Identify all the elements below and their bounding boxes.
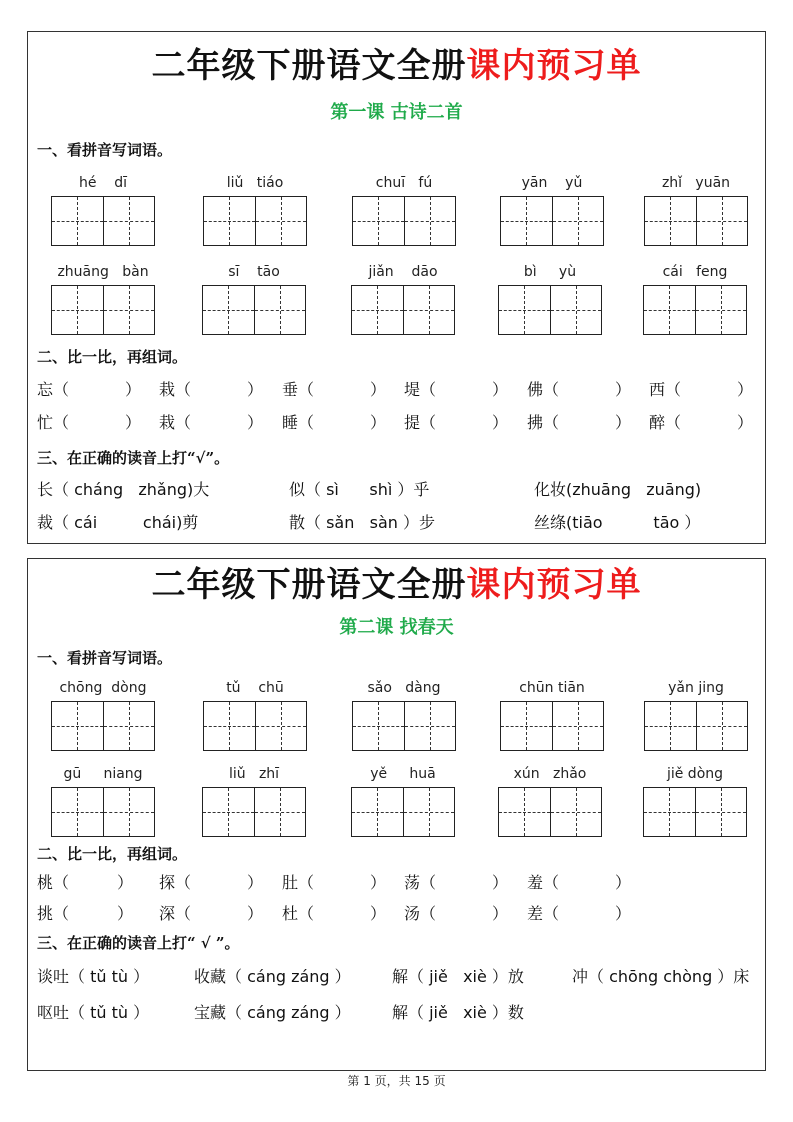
writing-grid[interactable] <box>202 285 306 335</box>
grid-cell[interactable] <box>645 702 696 750</box>
grid-cell[interactable] <box>644 788 695 836</box>
compare-item[interactable]: 忘（ <box>37 380 70 399</box>
writing-grid[interactable] <box>51 701 155 751</box>
reading-item[interactable]: 谈吐（ tǔ tù ） <box>37 967 150 986</box>
compare-item[interactable]: 肚（ <box>282 873 315 892</box>
pinyin-label: yān yǔ <box>521 175 583 191</box>
grid-cell[interactable] <box>103 788 155 836</box>
writing-grid[interactable] <box>351 285 455 335</box>
pinyin-label: zhuāng bàn <box>57 264 149 280</box>
writing-grid[interactable] <box>643 787 747 837</box>
grid-cell[interactable] <box>204 702 255 750</box>
grid-cell[interactable] <box>696 197 748 245</box>
title-black-part: 二年级下册语文全册 <box>151 565 467 605</box>
paren-close: ） <box>370 904 387 923</box>
reading-item[interactable]: 散（ sǎn sàn ）步 <box>289 513 435 532</box>
compare-item[interactable]: 忙（ <box>37 413 70 432</box>
grid-cell[interactable] <box>52 286 103 334</box>
grid-cell[interactable] <box>353 197 404 245</box>
pinyin-label: yǎn jing <box>668 680 724 696</box>
grid-cell[interactable] <box>353 702 404 750</box>
reading-row <box>37 511 757 535</box>
grid-cell[interactable] <box>352 286 403 334</box>
grid-cell[interactable] <box>644 286 695 334</box>
writing-grid[interactable] <box>644 701 748 751</box>
reading-row <box>37 478 757 502</box>
paren-close: ） <box>370 873 387 892</box>
reading-item[interactable]: 似（ sì shì ）乎 <box>289 480 430 499</box>
grid-cell[interactable] <box>254 286 306 334</box>
reading-item[interactable]: 解（ jiě xiè ）数 <box>392 1003 524 1022</box>
compare-item[interactable]: 差（ <box>527 904 560 923</box>
compare-item[interactable]: 栽（ <box>159 413 192 432</box>
pinyin-label: zhǐ yuān <box>661 175 731 191</box>
paren-close: ） <box>492 873 509 892</box>
paren-close: ） <box>117 904 134 923</box>
pinyin-label: chuī fú <box>375 175 433 191</box>
lesson-2-panel <box>27 558 766 1071</box>
grid-cell[interactable] <box>695 788 747 836</box>
pinyin-label: gū niang <box>63 766 143 782</box>
grid-cell[interactable] <box>204 197 255 245</box>
grid-cell[interactable] <box>255 197 307 245</box>
title-black-part: 二年级下册语文全册 <box>151 46 467 86</box>
compare-row <box>37 872 757 894</box>
grid-cell[interactable] <box>550 286 602 334</box>
pinyin-label: xún zhǎo <box>513 766 587 782</box>
compare-item[interactable]: 醉（ <box>649 413 682 432</box>
compare-item[interactable]: 佛（ <box>527 380 560 399</box>
worksheet-title <box>28 46 765 86</box>
reading-item[interactable]: 丝绦(tiāo tāo ） <box>534 513 701 532</box>
paren-close: ） <box>492 413 509 432</box>
pinyin-label: liǔ tiáo <box>226 175 284 191</box>
grid-cell[interactable] <box>645 197 696 245</box>
compare-item[interactable]: 羞（ <box>527 873 560 892</box>
grid-cell[interactable] <box>352 788 403 836</box>
grid-cell[interactable] <box>254 788 306 836</box>
grid-cell[interactable] <box>203 286 254 334</box>
writing-grid[interactable] <box>498 787 602 837</box>
section-reading-heading: 三、在正确的读音上打“ √ ”。 <box>37 934 240 952</box>
writing-grid[interactable] <box>203 196 307 246</box>
paren-close: ） <box>125 380 142 399</box>
writing-grid[interactable] <box>500 701 604 751</box>
reading-item[interactable]: 化妆(zhuāng zuāng) <box>534 480 702 499</box>
grid-cell[interactable] <box>103 702 155 750</box>
grid-cell[interactable] <box>403 788 455 836</box>
paren-close: ） <box>247 904 264 923</box>
compare-row <box>37 412 757 434</box>
paren-close: ） <box>117 873 134 892</box>
grid-cell[interactable] <box>103 286 155 334</box>
section-compare-heading: 二、比一比，再组词。 <box>37 845 188 863</box>
grid-cell[interactable] <box>499 788 550 836</box>
grid-cell[interactable] <box>103 197 155 245</box>
pinyin-label: tǔ chū <box>226 680 284 696</box>
grid-cell[interactable] <box>501 197 552 245</box>
compare-item[interactable]: 杜（ <box>282 904 315 923</box>
pinyin-label: liǔ zhī <box>228 766 280 782</box>
grid-cell[interactable] <box>52 788 103 836</box>
compare-item[interactable]: 探（ <box>159 873 192 892</box>
writing-grid[interactable] <box>51 787 155 837</box>
section-pinyin-heading: 一、看拼音写词语。 <box>37 649 173 667</box>
paren-close: ） <box>492 380 509 399</box>
compare-item[interactable]: 垂（ <box>282 380 315 399</box>
compare-item[interactable]: 栽（ <box>159 380 192 399</box>
paren-close: ） <box>370 380 387 399</box>
section-reading-heading: 三、在正确的读音上打“√”。 <box>37 449 230 467</box>
paren-close: ） <box>615 873 632 892</box>
grid-cell[interactable] <box>52 702 103 750</box>
paren-close: ） <box>737 413 754 432</box>
reading-row <box>37 965 767 989</box>
paren-close: ） <box>737 380 754 399</box>
reading-item[interactable]: 呕吐（ tǔ tù ） <box>37 1003 150 1022</box>
compare-item[interactable]: 提（ <box>404 413 437 432</box>
compare-item[interactable]: 挑（ <box>37 904 70 923</box>
grid-cell[interactable] <box>552 702 604 750</box>
writing-grid[interactable] <box>202 787 306 837</box>
grid-cell[interactable] <box>404 702 456 750</box>
paren-close: ） <box>615 904 632 923</box>
paren-close: ） <box>247 413 264 432</box>
pinyin-label: chūn tiān <box>519 680 585 696</box>
pinyin-label: yě huā <box>370 766 436 782</box>
pinyin-label: hé dī <box>78 175 128 191</box>
grid-cell[interactable] <box>499 286 550 334</box>
compare-row <box>37 379 757 401</box>
section-compare-heading: 二、比一比，再组词。 <box>37 348 188 366</box>
compare-item[interactable]: 深（ <box>159 904 192 923</box>
worksheet-title <box>28 565 765 605</box>
reading-item[interactable]: 宝藏（ cáng záng ） <box>194 1003 351 1022</box>
reading-item[interactable]: 解（ jiě xiè ）放 <box>392 967 524 986</box>
grid-cell[interactable] <box>403 286 455 334</box>
grid-cell[interactable] <box>552 197 604 245</box>
reading-item[interactable]: 冲（ chōng chòng ）床 <box>572 967 750 986</box>
reading-row <box>37 1001 767 1025</box>
pinyin-label: chōng dòng <box>59 680 147 696</box>
lesson-title: 第一课 古诗二首 <box>330 102 463 123</box>
writing-grid[interactable] <box>644 196 748 246</box>
paren-close: ） <box>615 380 632 399</box>
writing-grid[interactable] <box>51 285 155 335</box>
writing-grid[interactable] <box>352 701 456 751</box>
section-pinyin-heading: 一、看拼音写词语。 <box>37 141 173 159</box>
title-red-part: 课内预习单 <box>466 565 642 605</box>
page-footer: 第 1 页，共 15 页 <box>347 1074 446 1088</box>
paren-close: ） <box>247 873 264 892</box>
lesson-title: 第二课 找春天 <box>339 617 454 638</box>
compare-item[interactable]: 汤（ <box>404 904 437 923</box>
compare-item[interactable]: 桃（ <box>37 873 70 892</box>
grid-cell[interactable] <box>404 197 456 245</box>
paren-close: ） <box>247 380 264 399</box>
paren-close: ） <box>615 413 632 432</box>
grid-cell[interactable] <box>203 788 254 836</box>
grid-cell[interactable] <box>695 286 747 334</box>
writing-grid[interactable] <box>500 196 604 246</box>
pinyin-label: cái feng <box>662 264 728 280</box>
grid-cell[interactable] <box>501 702 552 750</box>
pinyin-label: bì yù <box>523 264 577 280</box>
writing-grid[interactable] <box>351 787 455 837</box>
writing-grid[interactable] <box>498 285 602 335</box>
compare-item[interactable]: 睡（ <box>282 413 315 432</box>
grid-cell[interactable] <box>52 197 103 245</box>
compare-item[interactable]: 拂（ <box>527 413 560 432</box>
pinyin-label: sī tāo <box>228 264 280 280</box>
paren-close: ） <box>492 904 509 923</box>
reading-item[interactable]: 裁（ cái chái)剪 <box>37 513 199 532</box>
compare-item[interactable]: 荡（ <box>404 873 437 892</box>
reading-item[interactable]: 长（ cháng zhǎng)大 <box>37 480 210 499</box>
writing-grid[interactable] <box>643 285 747 335</box>
paren-close: ） <box>370 413 387 432</box>
compare-row <box>37 903 757 925</box>
writing-grid[interactable] <box>51 196 155 246</box>
writing-grid[interactable] <box>352 196 456 246</box>
grid-cell[interactable] <box>255 702 307 750</box>
grid-cell[interactable] <box>550 788 602 836</box>
lesson-1-panel <box>27 31 766 544</box>
reading-item[interactable]: 收藏（ cáng záng ） <box>194 967 351 986</box>
pinyin-label: jiǎn dāo <box>368 264 438 280</box>
title-red-part: 课内预习单 <box>466 46 642 86</box>
compare-item[interactable]: 堤（ <box>404 380 437 399</box>
writing-grid[interactable] <box>203 701 307 751</box>
compare-item[interactable]: 西（ <box>649 380 682 399</box>
paren-close: ） <box>125 413 142 432</box>
pinyin-label: sǎo dàng <box>367 680 441 696</box>
pinyin-label: jiě dòng <box>666 766 724 782</box>
grid-cell[interactable] <box>696 702 748 750</box>
